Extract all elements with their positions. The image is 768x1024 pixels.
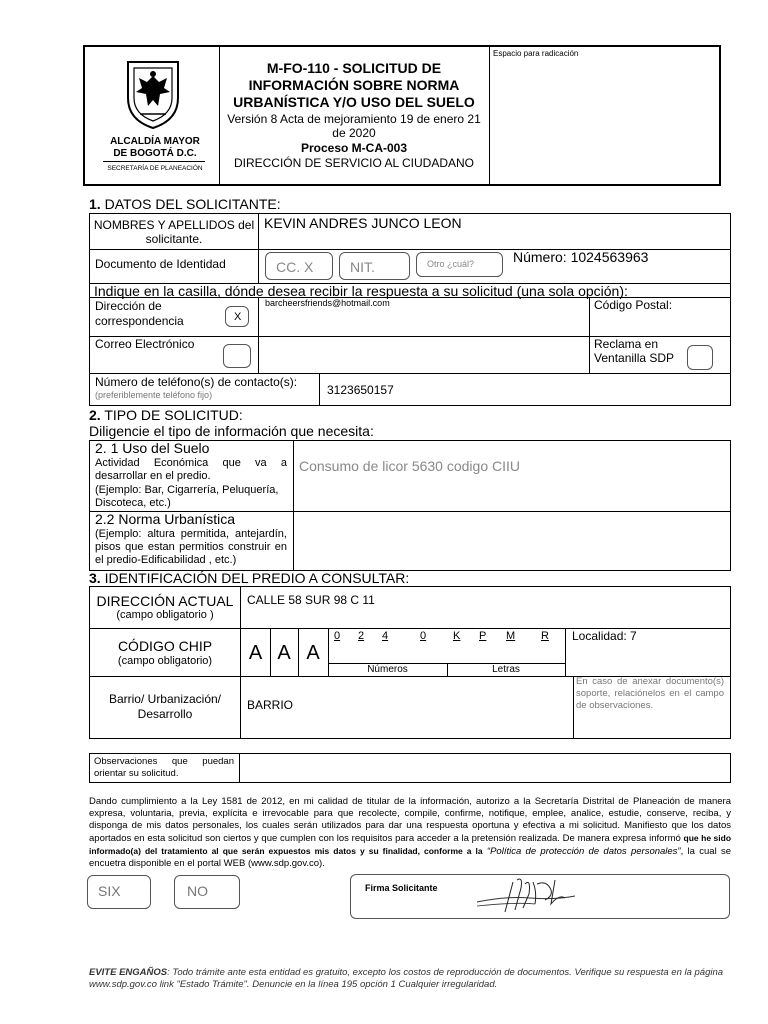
direccion-actual-label: DIRECCIÓN ACTUAL	[96, 593, 234, 609]
cc-option[interactable]: CC. X	[265, 252, 333, 280]
uso-suelo-desc: Actividad Económica que va a desarrollar en el predio.	[95, 457, 287, 482]
footer-notice: EVITE ENGAÑOS: Todo trámite ante esta entidad es gratuito, excepto los costos de reproducción de documentos. Verifique su respuesta en la página www.sdp.gov.co link "Estado Trámite". Denuncie en la línea 195 opción 1 Cualquier irregularidad.	[89, 967, 724, 990]
form-title-line-1: M-FO-110 - SOLICITUD DE	[266, 60, 442, 76]
signature-image	[475, 874, 585, 916]
chip-letra-2[interactable]: P	[479, 630, 487, 642]
chip-number-3[interactable]: 4	[382, 630, 389, 642]
proceso-text: Proceso M-CA-003	[300, 141, 408, 155]
chip-letra-1[interactable]: K	[453, 630, 461, 642]
firma-label: Firma Solicitante	[365, 883, 438, 893]
chip-letra-4[interactable]: R	[541, 630, 549, 642]
bogota-coat-of-arms-logo	[120, 58, 186, 130]
observaciones-label: Observaciones que puedan orientar su solicitud.	[94, 756, 234, 779]
nombres-value[interactable]: KEVIN ANDRES JUNCO LEON	[264, 215, 462, 231]
chip-letter-3[interactable]: A	[306, 642, 320, 664]
form-title-line-2: INFORMACIÓN SOBRE NORMA	[248, 77, 460, 93]
section-3-heading: 3. IDENTIFICACIÓN DEL PREDIO A CONSULTAR:	[89, 570, 410, 586]
reclama-checkbox[interactable]	[687, 345, 713, 370]
chip-letter-2[interactable]: A	[277, 642, 291, 664]
codigo-chip-label: CÓDIGO CHIP	[117, 638, 213, 654]
direccion-servicio-text: DIRECCIÓN DE SERVICIO AL CIUDADANO	[233, 156, 475, 170]
uso-suelo-ejemplo: (Ejemplo: Bar, Cigarrería, Peluquería, Discoteca, etc.)	[95, 484, 279, 509]
codigo-postal-label: Código Postal:	[594, 298, 673, 312]
logo-line-1: ALCALDÍA MAYOR	[110, 136, 200, 147]
chip-number-2[interactable]: 2	[358, 630, 365, 642]
codigo-chip-sub: (campo obligatorio)	[117, 655, 213, 667]
si-option[interactable]: SIX	[87, 875, 151, 909]
telefono-hint: (preferiblemente teléfono fijo)	[95, 390, 213, 400]
logo-line-3: SECRETARÍA DE PLANEACIÓN	[107, 165, 203, 172]
norma-title: 2.2 Norma Urbanística	[95, 511, 236, 527]
correo-checkbox[interactable]	[223, 344, 251, 368]
uso-suelo-value[interactable]: Consumo de licor 5630 codigo CIIU	[299, 458, 521, 474]
diligencie-text: Diligencie el tipo de información que necesita:	[89, 423, 374, 439]
observaciones-field[interactable]	[240, 754, 730, 782]
barrio-value[interactable]: BARRIO	[247, 698, 294, 712]
telefono-label: Número de teléfono(s) de contacto(s):	[95, 375, 298, 389]
chip-number-1[interactable]: 0	[334, 630, 341, 642]
correo-label: Correo Electrónico	[95, 337, 195, 351]
letras-label: Letras	[492, 664, 520, 675]
nit-option[interactable]: NIT.	[339, 252, 410, 280]
direccion-actual-value[interactable]: CALLE 58 SUR 98 C 11	[247, 593, 375, 607]
barrio-label: Barrio/ Urbanización/ Desarrollo	[108, 692, 222, 721]
uso-suelo-title: 2. 1 Uso del Suelo	[95, 440, 210, 456]
nombres-label: NOMBRES Y APELLIDOS del solicitante.	[93, 218, 255, 246]
direccion-actual-sub: (campo obligatorio )	[116, 609, 214, 621]
email-value[interactable]: barcheersfriends@hotmail.com	[265, 298, 390, 308]
espacio-radicacion-label: Espacio para radicación	[493, 49, 579, 58]
chip-letter-1[interactable]: A	[248, 642, 263, 664]
otro-option[interactable]: Otro ¿cuál?	[416, 252, 503, 277]
chip-number-4[interactable]: 0	[420, 630, 427, 642]
logo-line-2: DE BOGOTÁ D.C.	[113, 148, 197, 159]
documento-label: Documento de Identidad	[95, 257, 226, 271]
section-2-heading: 2. TIPO DE SOLICITUD:	[89, 407, 243, 423]
telefono-value[interactable]: 3123650157	[327, 383, 394, 397]
localidad-value[interactable]: Localidad: 7	[572, 629, 637, 643]
direccion-correspondencia-label: Dirección de correspondencia	[95, 299, 184, 328]
indique-text: Indique en la casilla, dónde desea recibir la respuesta a su solicitud (una sola opción):	[94, 283, 628, 299]
version-text: Versión 8 Acta de mejoramiento 19 de enero 21 de 2020	[227, 112, 481, 140]
chip-letra-3[interactable]: M	[506, 630, 516, 642]
norma-desc: (Ejemplo: altura permitida, antejardín, pisos que estan permitios construir en el predio-Edificabilidad , etc.)	[95, 528, 287, 566]
form-title-line-3: URBANÍSTICA Y/O USO DEL SUELO	[233, 94, 475, 110]
numeros-label: Números	[367, 664, 408, 675]
section-1-heading: 1. DATOS DEL SOLICITANTE:	[89, 196, 281, 212]
numero-documento[interactable]: Número: 1024563963	[513, 249, 649, 265]
legal-paragraph: Dando cumplimiento a la Ley 1581 de 2012, en mi calidad de titular de la información, autorizo a la Secretaría Distrital de Planeación de manera expresa, voluntaria, previa, explícita e irrevocable para que recolecte, compile, confirme, notifique, emplee, analice, estudie, conserve, reciba, y disponga de mis datos personales, los cuales serán utilizados para dar una respuesta oportuna y efectiva a mi solicitud. Manifiesto que los datos aportados en esta solicitud son ciertos y que cumplen con los requisitos para acceder a la pretensión realizada. De manera expresa informó que he sido informado(a) del tratamiento al que serán expuestos mis datos y su finalidad, conforme a la “Política de protección de datos personales”, la cual se encuetra disponible en el portal WEB (www.sdp.gov.co).	[89, 796, 732, 869]
no-option[interactable]: NO	[174, 875, 240, 909]
reclama-label: Reclama en Ventanilla SDP	[594, 337, 675, 365]
direccion-checkbox[interactable]: X	[225, 306, 249, 327]
anexar-note: En caso de anexar documento(s) soporte, relaciónelos en el campo de observaciones.	[576, 676, 724, 711]
